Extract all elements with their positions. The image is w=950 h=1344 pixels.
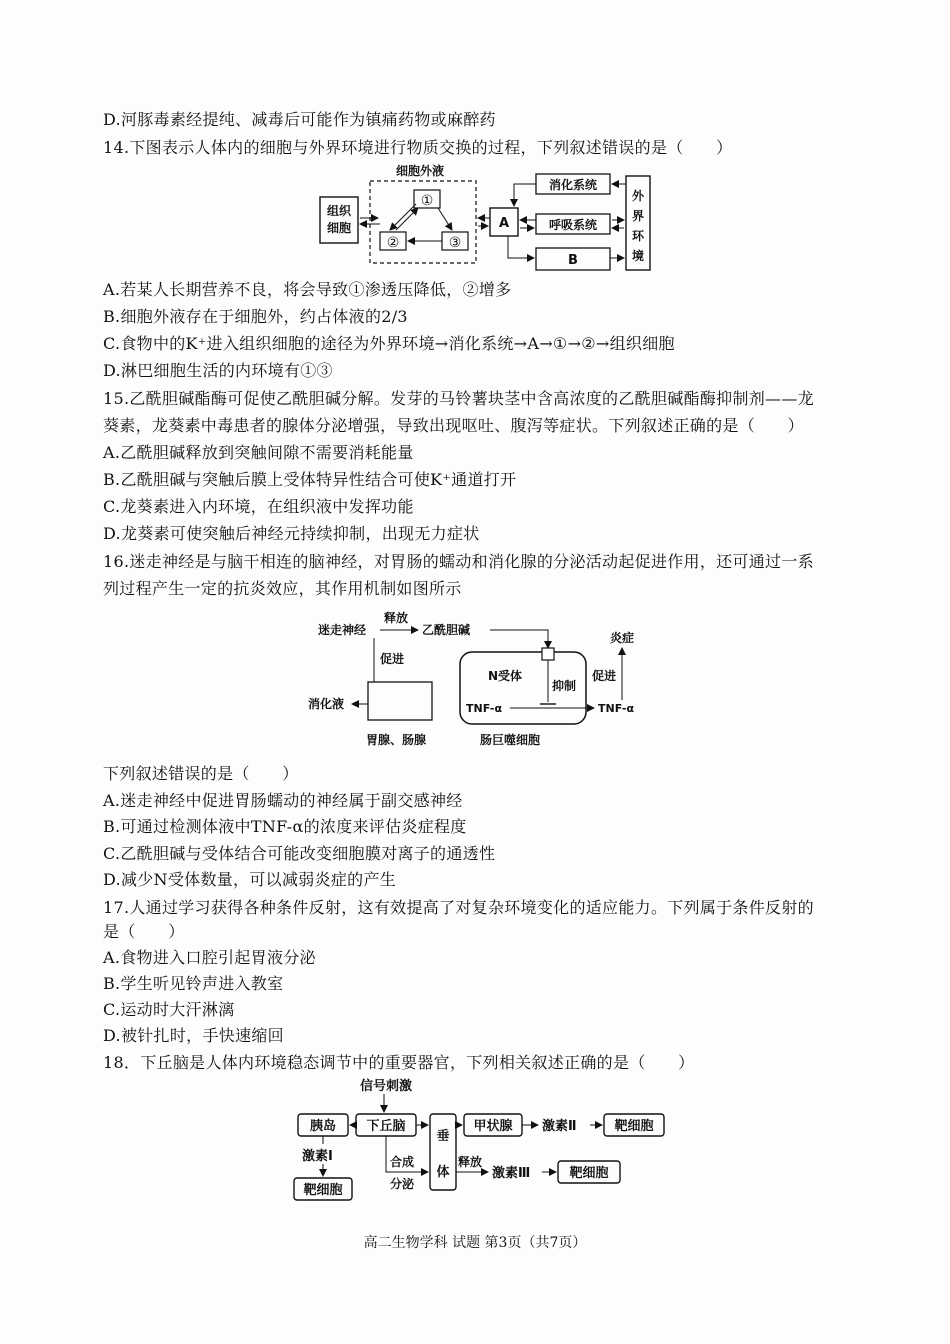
option-17a: A.食物进入口腔引起胃液分泌 — [103, 948, 316, 967]
tnf-outer: TNF-α — [598, 702, 635, 715]
option-14a: A.若某人长期营养不良，将会导致①渗透压降低，②增多 — [103, 280, 512, 299]
option-16c: C.乙酰胆碱与受体结合可能改变细胞膜对离子的通透性 — [103, 844, 496, 863]
hormone2-label: 激素Ⅱ — [542, 1119, 577, 1134]
node-a: A — [498, 216, 510, 231]
question-14: 14.下图表示人体内的细胞与外界环境进行物质交换的过程，下列叙述错误的是（ ） — [103, 138, 733, 157]
option-15b: B.乙酰胆碱与突触后膜上受体特异性结合可使K⁺通道打开 — [103, 470, 517, 489]
synth-label-1: 合成 — [390, 1155, 415, 1169]
option-17d: D.被针扎时，手快速缩回 — [103, 1026, 284, 1045]
option-17c: C.运动时大汗淋漓 — [103, 1000, 235, 1019]
promote-label: 促进 — [380, 652, 405, 666]
external-1: 外 — [631, 189, 645, 203]
diagram-16 — [300, 608, 660, 752]
option-15d: D.龙葵素可使突触后神经元持续抑制，出现无力症状 — [103, 524, 480, 543]
option-16b: B.可通过检测体液中TNF-α的浓度来评估炎症程度 — [103, 817, 467, 836]
respiratory-system: 呼吸系统 — [548, 218, 598, 232]
option-13d: D.河豚毒素经提纯、减毒后可能作为镇痛药物或麻醉药 — [103, 110, 496, 129]
hormone3-label: 激素Ⅲ — [492, 1166, 531, 1181]
synth-label-2: 分泌 — [390, 1177, 415, 1191]
target-cell-1: 靶细胞 — [614, 1119, 654, 1134]
hormone1-label: 激素Ⅰ — [302, 1149, 333, 1164]
option-15a: A.乙酰胆碱释放到突触间隙不需要消耗能量 — [103, 443, 414, 462]
extracellular-label: 细胞外液 — [396, 164, 445, 178]
n-receptor-label: N受体 — [488, 669, 523, 683]
pancreas-label: 胰岛 — [309, 1119, 337, 1134]
tissue-cell-2: 细胞 — [326, 221, 352, 235]
option-14d: D.淋巴细胞生活的内环境有①③ — [103, 361, 333, 380]
node-2: ② — [386, 235, 400, 251]
external-3: 环 — [631, 229, 645, 243]
option-15c: C.龙葵素进入内环境，在组织液中发挥功能 — [103, 497, 414, 516]
pituitary-2: 体 — [436, 1165, 450, 1180]
digestive-system: 消化系统 — [548, 178, 598, 192]
external-2: 界 — [631, 209, 645, 223]
thyroid-label: 甲状腺 — [473, 1119, 513, 1134]
option-14c: C.食物中的K⁺进入组织细胞的途径为外界环境→消化系统→A→①→②→组织细胞 — [103, 334, 675, 353]
ach-label: 乙酰胆碱 — [422, 623, 471, 637]
node-b: B — [568, 253, 578, 268]
digestive-juice-label: 消化液 — [308, 697, 345, 711]
diagram-18 — [290, 1074, 680, 1204]
target-cell-3: 靶细胞 — [303, 1183, 343, 1198]
hypothalamus-label: 下丘脑 — [366, 1119, 406, 1134]
target-cell-2: 靶细胞 — [569, 1166, 609, 1181]
tnf-inner: TNF-α — [466, 702, 503, 715]
tissue-cell-1: 组织 — [326, 204, 352, 218]
page-footer: 高二生物学科 试题 第3页（共7页） — [363, 1235, 587, 1251]
pituitary-1: 垂 — [436, 1129, 450, 1144]
question-16: 16.迷走神经是与脑干相连的脑神经，对胃肠的蠕动和消化腺的分泌活动起促进作用，还可通过一系 — [103, 552, 814, 571]
release-label: 释放 — [384, 611, 409, 625]
inhibit-label: 抑制 — [552, 679, 577, 693]
option-17b: B.学生听见铃声进入教室 — [103, 974, 284, 993]
question-17: 17.人通过学习获得各种条件反射，这有效提高了对复杂环境变化的适应能力。下列属于条件反射的 — [103, 898, 814, 917]
macrophage-label: 肠巨噬细胞 — [480, 733, 541, 747]
question-18: 18．下丘脑是人体内环境稳态调节中的重要器官，下列相关叙述正确的是（ ） — [103, 1053, 695, 1072]
promote2-label: 促进 — [592, 669, 617, 683]
question-16-cont: 列过程产生一定的抗炎效应，其作用机制如图所示 — [103, 579, 462, 598]
external-4: 境 — [631, 249, 645, 263]
inflammation-label: 炎症 — [610, 631, 635, 645]
question-16-stem: 下列叙述错误的是（ ） — [103, 764, 299, 783]
node-1: ① — [420, 193, 434, 209]
node-3: ③ — [448, 235, 462, 251]
vagus-label: 迷走神经 — [318, 623, 367, 637]
glands-label: 胃腺、肠腺 — [366, 733, 427, 747]
option-16a: A.迷走神经中促进胃肠蠕动的神经属于副交感神经 — [103, 791, 463, 810]
option-14b: B.细胞外液存在于细胞外，约占体液的2/3 — [103, 307, 408, 326]
question-15-cont: 葵素，龙葵素中毒患者的腺体分泌增强，导致出现呕吐、腹泻等症状。下列叙述正确的是（ ） — [103, 416, 804, 435]
option-16d: D.减少N受体数量，可以减弱炎症的产生 — [103, 870, 397, 889]
diagram-14 — [318, 160, 658, 275]
question-17-cont: 是（ ） — [103, 922, 185, 941]
question-15: 15.乙酰胆碱酯酶可促使乙酰胆碱分解。发芽的马铃薯块茎中含高浓度的乙酰胆碱酯酶抑制剂——龙 — [103, 389, 814, 408]
release-label-18: 释放 — [458, 1155, 483, 1169]
signal-label: 信号刺激 — [360, 1079, 413, 1094]
